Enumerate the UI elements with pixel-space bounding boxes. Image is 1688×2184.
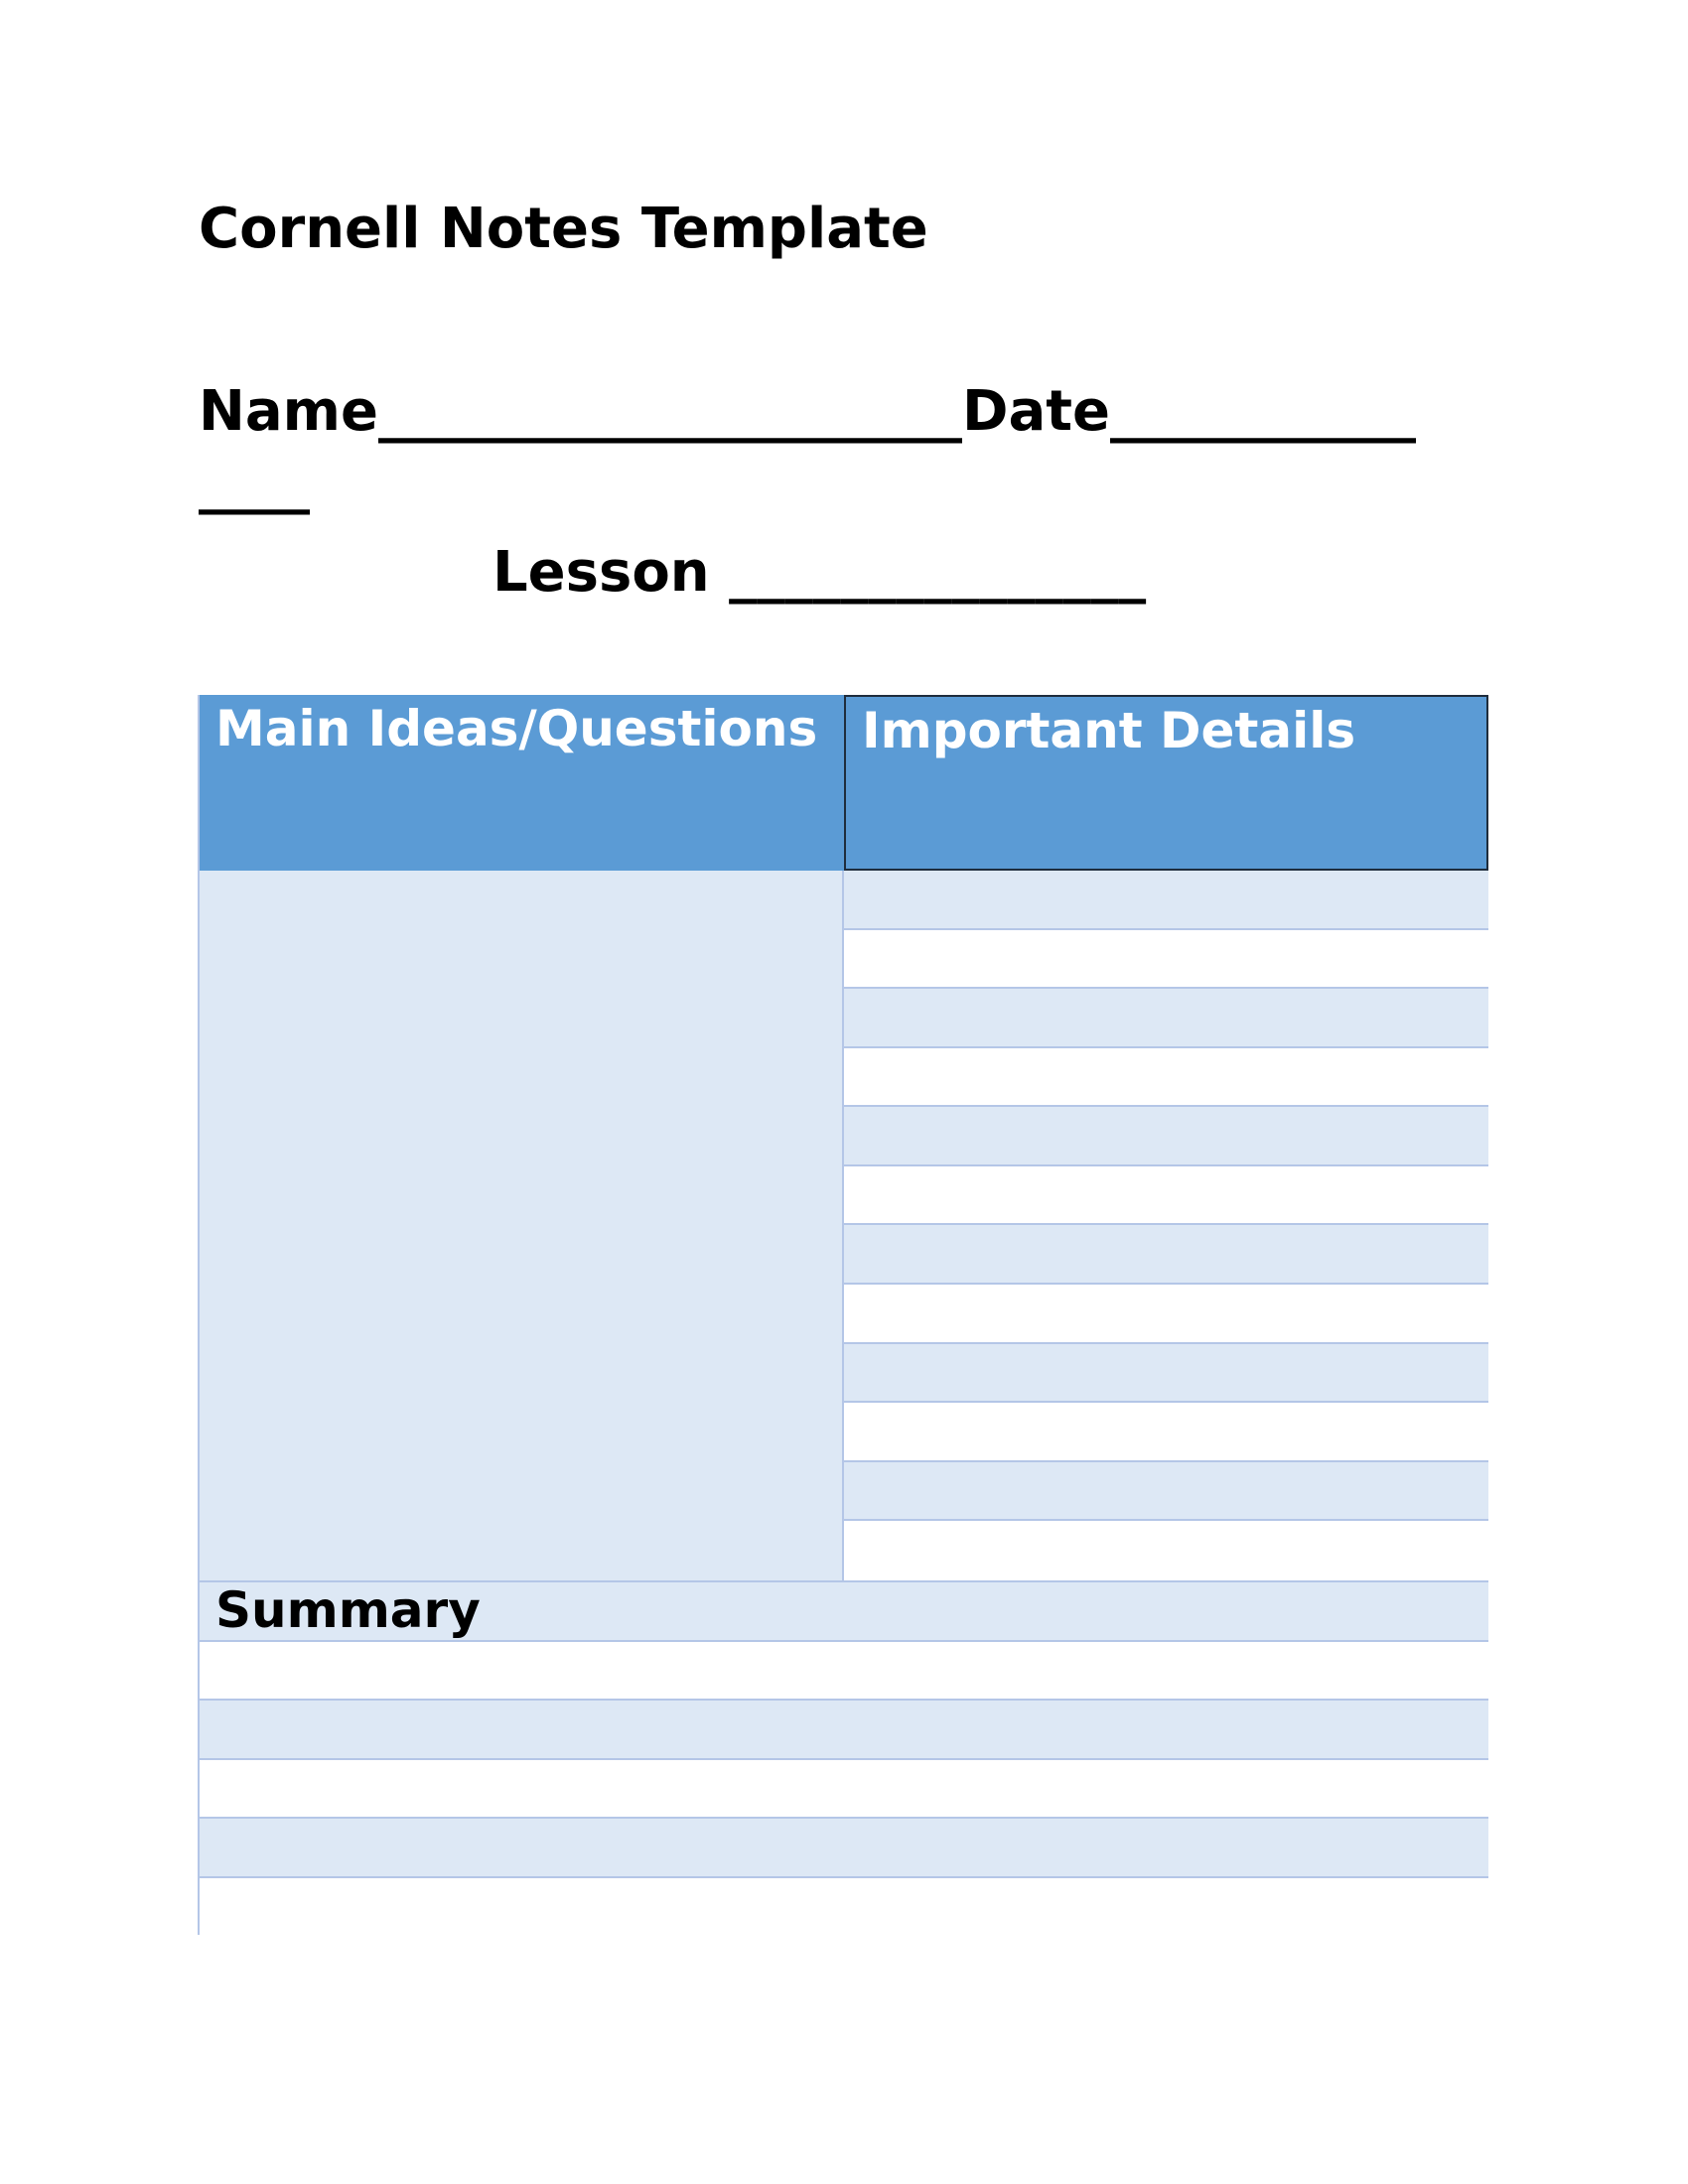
detail-line[interactable] bbox=[844, 1225, 1488, 1285]
summary-line[interactable] bbox=[200, 1699, 1488, 1758]
important-details-header: Important Details bbox=[844, 695, 1488, 871]
detail-line[interactable] bbox=[844, 1048, 1488, 1108]
detail-line[interactable] bbox=[844, 1462, 1488, 1522]
summary-line[interactable] bbox=[200, 1876, 1488, 1936]
detail-line[interactable] bbox=[844, 1285, 1488, 1344]
lesson-line: Lesson _______________ bbox=[492, 540, 1147, 605]
detail-line[interactable] bbox=[844, 1403, 1488, 1462]
summary-heading: Summary bbox=[200, 1580, 1488, 1640]
table-header-row bbox=[200, 695, 1488, 871]
main-ideas-header: Main Ideas/Questions bbox=[215, 700, 818, 757]
cornell-notes-table bbox=[198, 695, 1488, 1935]
name-date-line: Name_____________________Date___________ bbox=[199, 379, 1417, 444]
detail-line[interactable] bbox=[844, 1521, 1488, 1580]
important-details-area bbox=[844, 871, 1488, 1580]
summary-line[interactable] bbox=[200, 1758, 1488, 1818]
date-line-continuation: ____ bbox=[199, 451, 310, 515]
summary-section bbox=[200, 1580, 1488, 1935]
page-title: Cornell Notes Template bbox=[199, 197, 928, 261]
detail-line[interactable] bbox=[844, 1344, 1488, 1404]
detail-line[interactable] bbox=[844, 1166, 1488, 1226]
detail-line[interactable] bbox=[844, 989, 1488, 1048]
detail-line[interactable] bbox=[844, 871, 1488, 930]
main-ideas-area[interactable] bbox=[200, 871, 844, 1580]
detail-line[interactable] bbox=[844, 1107, 1488, 1166]
summary-line[interactable] bbox=[200, 1640, 1488, 1700]
summary-line[interactable] bbox=[200, 1817, 1488, 1876]
detail-line[interactable] bbox=[844, 930, 1488, 990]
